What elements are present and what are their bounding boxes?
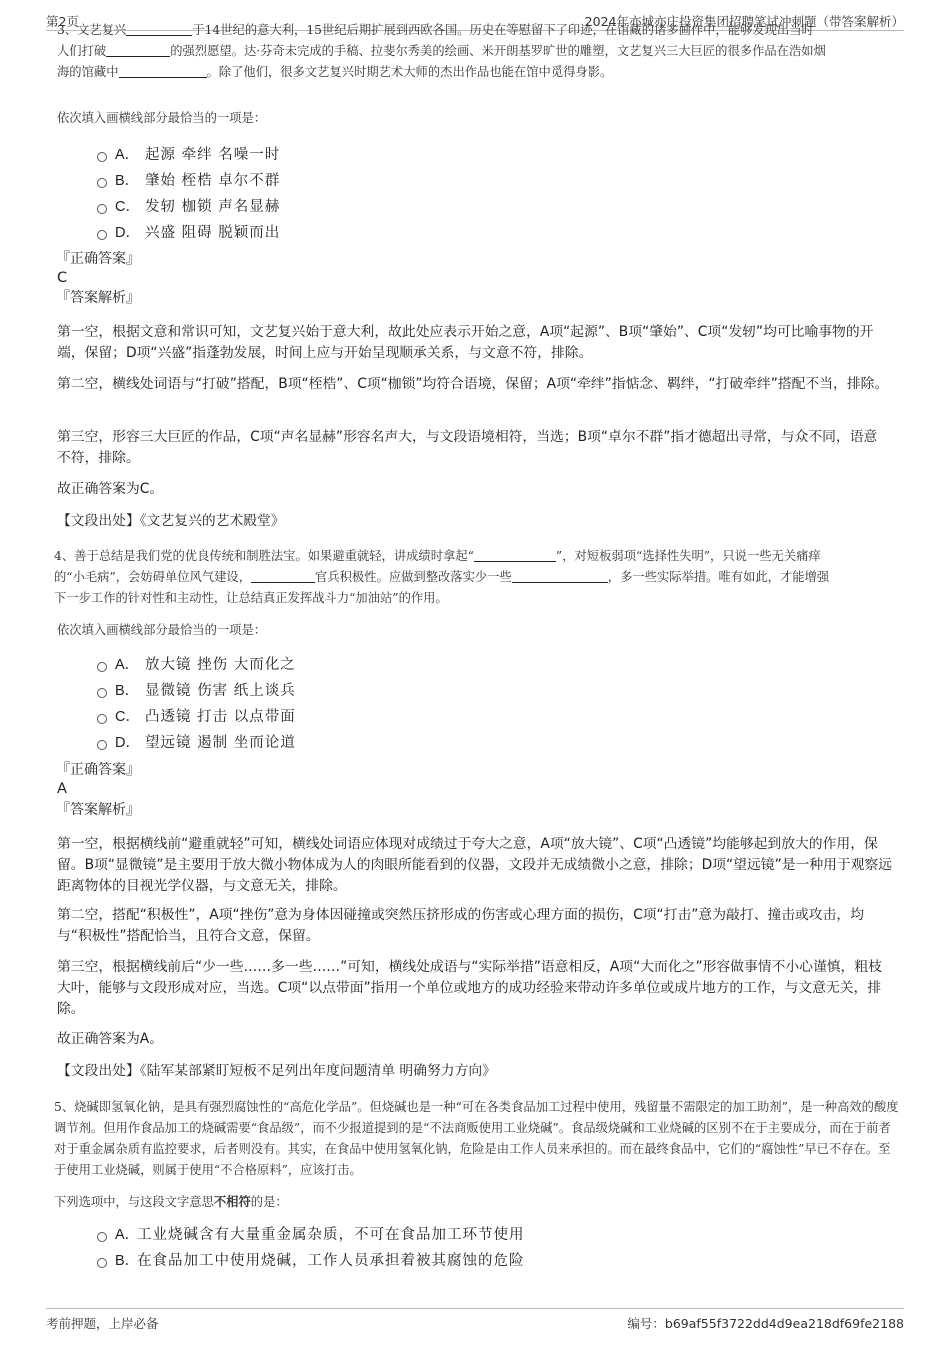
- q4-answer-value: A: [57, 781, 67, 797]
- q4-prompt: 依次填入画横线部分最恰当的一项是：: [57, 623, 267, 637]
- q4-option-a[interactable]: A． 放大镜 挫伤 大而化之: [97, 652, 657, 678]
- radio-icon[interactable]: [97, 230, 107, 240]
- q3-explanation-2: 第二空，横线处词语与“打破”搭配，B项“桎梏”、C项“枷锁”均符合语境，保留；A项“牵绊”指惦念、羁绊，“打破牵绊”搭配不当，排除。: [57, 376, 889, 392]
- q4-explanation-4: 故正确答案为A。: [57, 1031, 164, 1047]
- radio-icon[interactable]: [97, 662, 107, 672]
- q5-stem: 5、烧碱即氢氧化钠，是具有强烈腐蚀性的“高危化学品”。但烧碱也是一种“可在各类食品加工过程中使用，残留量不需限定的加工助剂”，是一种高效的酸度调节剂。但用作食品加工的烧碱需要“食品级”，而不少报道提到的是“不法商贩使用工业烧碱”。食品级烧碱和工业烧碱的区别不在于主要成分，而在于前者对于重金属杂质有监控要求，后者则没有。其实，在食品中使用氢氧化钠，危险是由工作人员来承担的。而在最终食品中，它们的“腐蚀性”早已不存在。至于使用工业烧碱，则属于使用“不合格原料”，应该打击。: [54, 1100, 899, 1177]
- q3-analysis-label: 『答案解析』: [56, 290, 140, 306]
- question-4: [54, 546, 900, 609]
- q3-stem-line-2: 人们打破 的强烈愿望。达·芬奇未完成的手稿、拉斐尔秀美的绘画、米开朗基罗旷世的雕塑，文艺复兴三大巨匠的很多作品在浩如烟: [57, 44, 826, 58]
- q3-option-a[interactable]: A． 起源 牵绊 名噪一时: [97, 142, 657, 168]
- q3-explanation-1: 第一空，根据文意和常识可知，文艺复兴始于意大利，故此处应表示开始之意，A项“起源”、B项“肇始”、C项“发轫”均可比喻事物的开端，保留；D项“兴盛”指蓬勃发展，时间上应与开始呈现顺承关系，与文意不符，排除。: [57, 324, 874, 361]
- q3-answer-label: 『正确答案』: [56, 251, 140, 267]
- q3-option-c[interactable]: C． 发轫 枷锁 声名显赫: [97, 194, 657, 220]
- footer-slogan: 考前押题，上岸必备: [46, 1316, 159, 1331]
- page-footer: [46, 1308, 904, 1331]
- q4-explanation-3: 第三空，根据横线前后“少一些……多一些……”可知，横线处成语与“实际举措”语意相反，A项“大而化之”形容做事情不小心谨慎，粗枝大叶，能够与文段形成对应，当选。C项“以点带面”指用一个单位或地方的成功经验来带动许多单位或成片地方的工作，与文意无关，排除。: [57, 959, 882, 1017]
- document-title: 2024年亦城亦庄投资集团招聘笔试冲刺题（带答案解析）: [584, 14, 904, 29]
- document-id: 编号：b69af55f3722dd4d9ea218df69fe2188: [627, 1316, 904, 1331]
- q3-stem-line-3: 海的馆藏中 。除了他们，很多文艺复兴时期艺术大师的杰出作品也能在馆中觅得身影。: [57, 65, 613, 79]
- q3-option-d[interactable]: D． 兴盛 阻碍 脱颖而出: [97, 220, 657, 246]
- q3-source: 【文段出处】《文艺复兴的艺术殿堂》: [57, 513, 285, 529]
- q4-option-c[interactable]: C． 凸透镜 打击 以点带面: [97, 704, 657, 730]
- radio-icon[interactable]: [97, 1232, 107, 1242]
- q4-analysis-label: 『答案解析』: [56, 802, 140, 818]
- q4-answer-label: 『正确答案』: [56, 762, 140, 778]
- radio-icon[interactable]: [97, 178, 107, 188]
- radio-icon[interactable]: [97, 688, 107, 698]
- q5-option-a[interactable]: A． 工业烧碱含有大量重金属杂质，不可在食品加工环节使用: [97, 1222, 757, 1248]
- radio-icon[interactable]: [97, 152, 107, 162]
- q3-options: [57, 142, 657, 246]
- q3-explanation-3: 第三空，形容三大巨匠的作品，C项“声名显赫”形容名声大，与文段语境相符，当选；B项“卓尔不群”指才德超出寻常，与众不同，语意不符，排除。: [57, 429, 878, 466]
- q4-options: [57, 652, 657, 756]
- q4-stem-line-3: 下一步工作的针对性和主动性，让总结真正发挥战斗力“加油站”的作用。: [54, 591, 448, 605]
- radio-icon[interactable]: [97, 714, 107, 724]
- radio-icon[interactable]: [97, 204, 107, 214]
- q3-prompt: 依次填入画横线部分最恰当的一项是：: [57, 111, 267, 125]
- q3-explanation-4: 故正确答案为C。: [57, 481, 164, 497]
- q3-stem-line-1: 3、文艺复兴 于14世纪的意大利，15世纪后期扩展到西欧各国。历史在等慰留下了印迹，在馆藏的诸多画作中，能够发现出当时: [57, 23, 814, 37]
- q4-source: 【文段出处】《陆军某部紧盯短板不足列出年度问题清单 明确努力方向》: [57, 1063, 496, 1079]
- page-number: 第2页: [46, 14, 79, 29]
- q5-options: [57, 1222, 757, 1274]
- q4-stem-line-1: 4、善于总结是我们党的优良传统和制胜法宝。如果避重就轻，讲成绩时拿起“ ”，对短板弱项“选择性失明”，只说一些无关痛痒: [54, 549, 821, 563]
- radio-icon[interactable]: [97, 1258, 107, 1268]
- question-3: [57, 20, 897, 83]
- q4-stem-line-2: 的“小毛病”，会妨碍单位风气建设， 官兵积极性。应做到整改落实少一些 ，多一些实际举措。唯有如此，才能增强: [54, 570, 830, 584]
- q5-option-b[interactable]: B． 在食品加工中使用烧碱，工作人员承担着被其腐蚀的危险: [97, 1248, 757, 1274]
- q4-option-d[interactable]: D． 望远镜 遏制 坐而论道: [97, 730, 657, 756]
- q5-prompt: 下列选项中，与这段文字意思不相符的是：: [54, 1194, 288, 1209]
- q4-explanation-1: 第一空，根据横线前“避重就轻”可知，横线处词语应体现对成绩过于夸大之意，A项“放大镜”、C项“凸透镜”均能够起到放大的作用，保留。B项“显微镜”是主要用于放大微小物体成为人的肉眼所能看到的仪器，文段并无成绩微小之意，排除；D项“望远镜”是一种用于观察远距离物体的目视光学仪器，与文意无关，排除。: [57, 836, 893, 894]
- q4-explanation-2: 第二空，搭配“积极性”，A项“挫伤”意为身体因碰撞或突然压挤形成的伤害或心理方面的损伤，C项“打击”意为敲打、撞击或攻击，均与“积极性”搭配恰当，且符合文意，保留。: [57, 907, 864, 944]
- q3-answer-value: C: [57, 270, 68, 286]
- q3-option-b[interactable]: B． 肇始 桎梏 卓尔不群: [97, 168, 657, 194]
- q4-option-b[interactable]: B． 显微镜 伤害 纸上谈兵: [97, 678, 657, 704]
- radio-icon[interactable]: [97, 740, 107, 750]
